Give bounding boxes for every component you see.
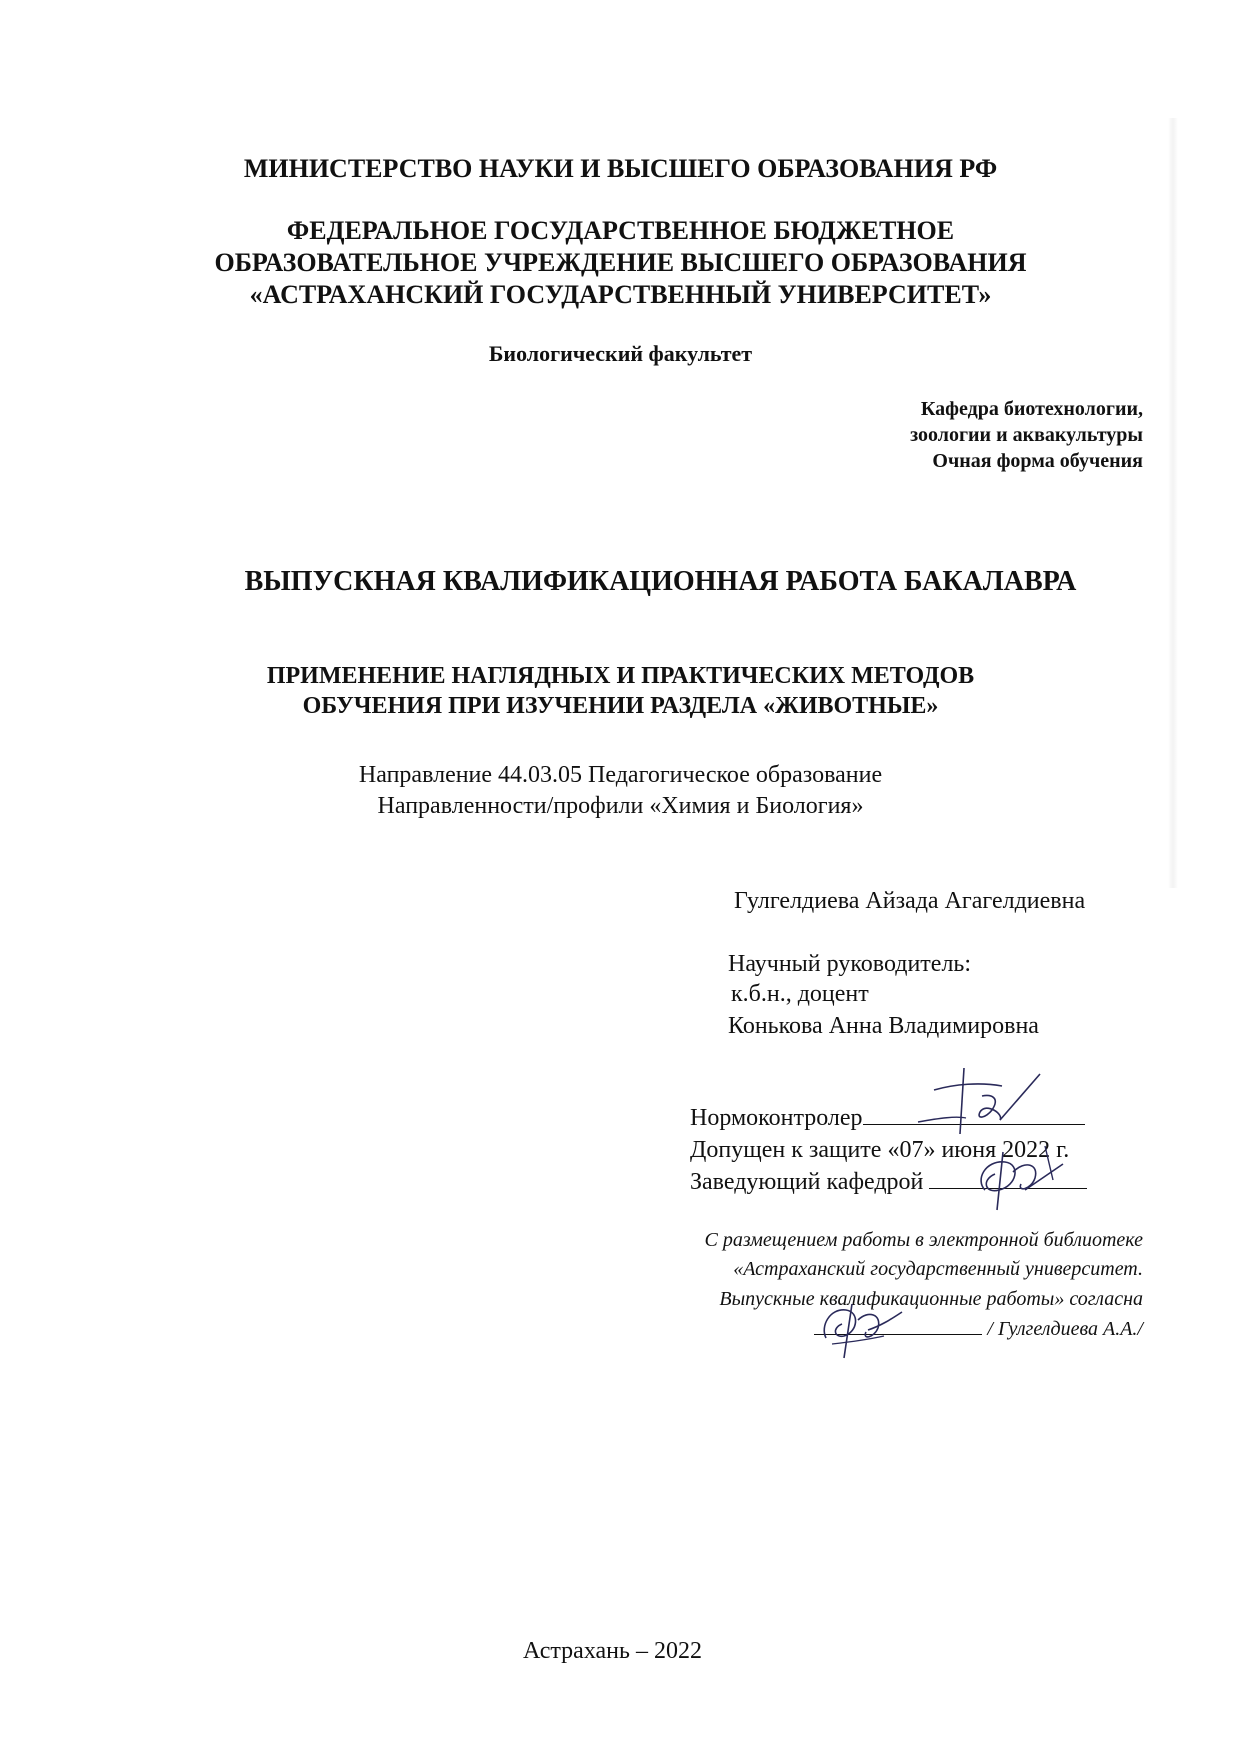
consent-student-name: / Гулгелдиева А.А./ <box>987 1318 1143 1340</box>
head-label: Заведующий кафедрой <box>690 1169 924 1195</box>
normcontrol-signature <box>900 1062 1050 1142</box>
supervisor-degree: к.б.н., доцент <box>731 981 869 1007</box>
theme-line-2: ОБУЧЕНИЯ ПРИ ИЗУЧЕНИИ РАЗДЕЛА «ЖИВОТНЫЕ» <box>302 693 939 719</box>
institution-line-1: ФЕДЕРАЛЬНОЕ ГОСУДАРСТВЕННОЕ БЮДЖЕТНОЕ <box>286 216 955 245</box>
head-signature <box>955 1140 1075 1230</box>
department-block <box>910 396 1143 474</box>
admitted-to-defense: Допущен к защите «07» июня 2022 г. <box>690 1137 1070 1163</box>
supervisor-name: Конькова Анна Владимировна <box>728 1013 1039 1039</box>
author-name: Гулгелдиева Айзада Агагелдиевна <box>734 888 1086 914</box>
supervisor-label: Научный руководитель: <box>728 951 972 977</box>
institution-line-3: «АСТРАХАНСКИЙ ГОСУДАРСТВЕННЫЙ УНИВЕРСИТЕТ» <box>249 280 992 309</box>
theme-line-1: ПРИМЕНЕНИЕ НАГЛЯДНЫХ И ПРАКТИЧЕСКИХ МЕТОДОВ <box>266 663 975 689</box>
consent-line-1: С размещением работы в электронной библиотеке <box>704 1229 1143 1251</box>
direction: Направление 44.03.05 Педагогическое образование <box>358 762 883 788</box>
study-form: Очная форма обучения <box>932 450 1143 472</box>
ministry-title: МИНИСТЕРСТВО НАУКИ И ВЫСШЕГО ОБРАЗОВАНИЯ РФ <box>243 154 998 183</box>
institution-line-2: ОБРАЗОВАТЕЛЬНОЕ УЧРЕЖДЕНИЕ ВЫСШЕГО ОБРАЗОВАНИЯ <box>214 248 1027 277</box>
department-line-2: зоологии и аквакультуры <box>910 424 1143 446</box>
student-signature <box>806 1290 916 1370</box>
normcontrol-label: Нормоконтролер <box>690 1105 863 1131</box>
profile: Направленности/профили «Химия и Биология» <box>377 793 864 819</box>
consent-line-3: Выпускные квалификационные работы» согласна <box>719 1288 1143 1310</box>
work-type: ВЫПУСКНАЯ КВАЛИФИКАЦИОННАЯ РАБОТА БАКАЛАВРА <box>244 566 1077 597</box>
consent-line-2: «Астраханский государственный университет. <box>733 1258 1143 1280</box>
city-year: Астрахань – 2022 <box>523 1638 702 1664</box>
department-line-1: Кафедра биотехнологии, <box>920 398 1143 420</box>
faculty: Биологический факультет <box>488 341 753 366</box>
